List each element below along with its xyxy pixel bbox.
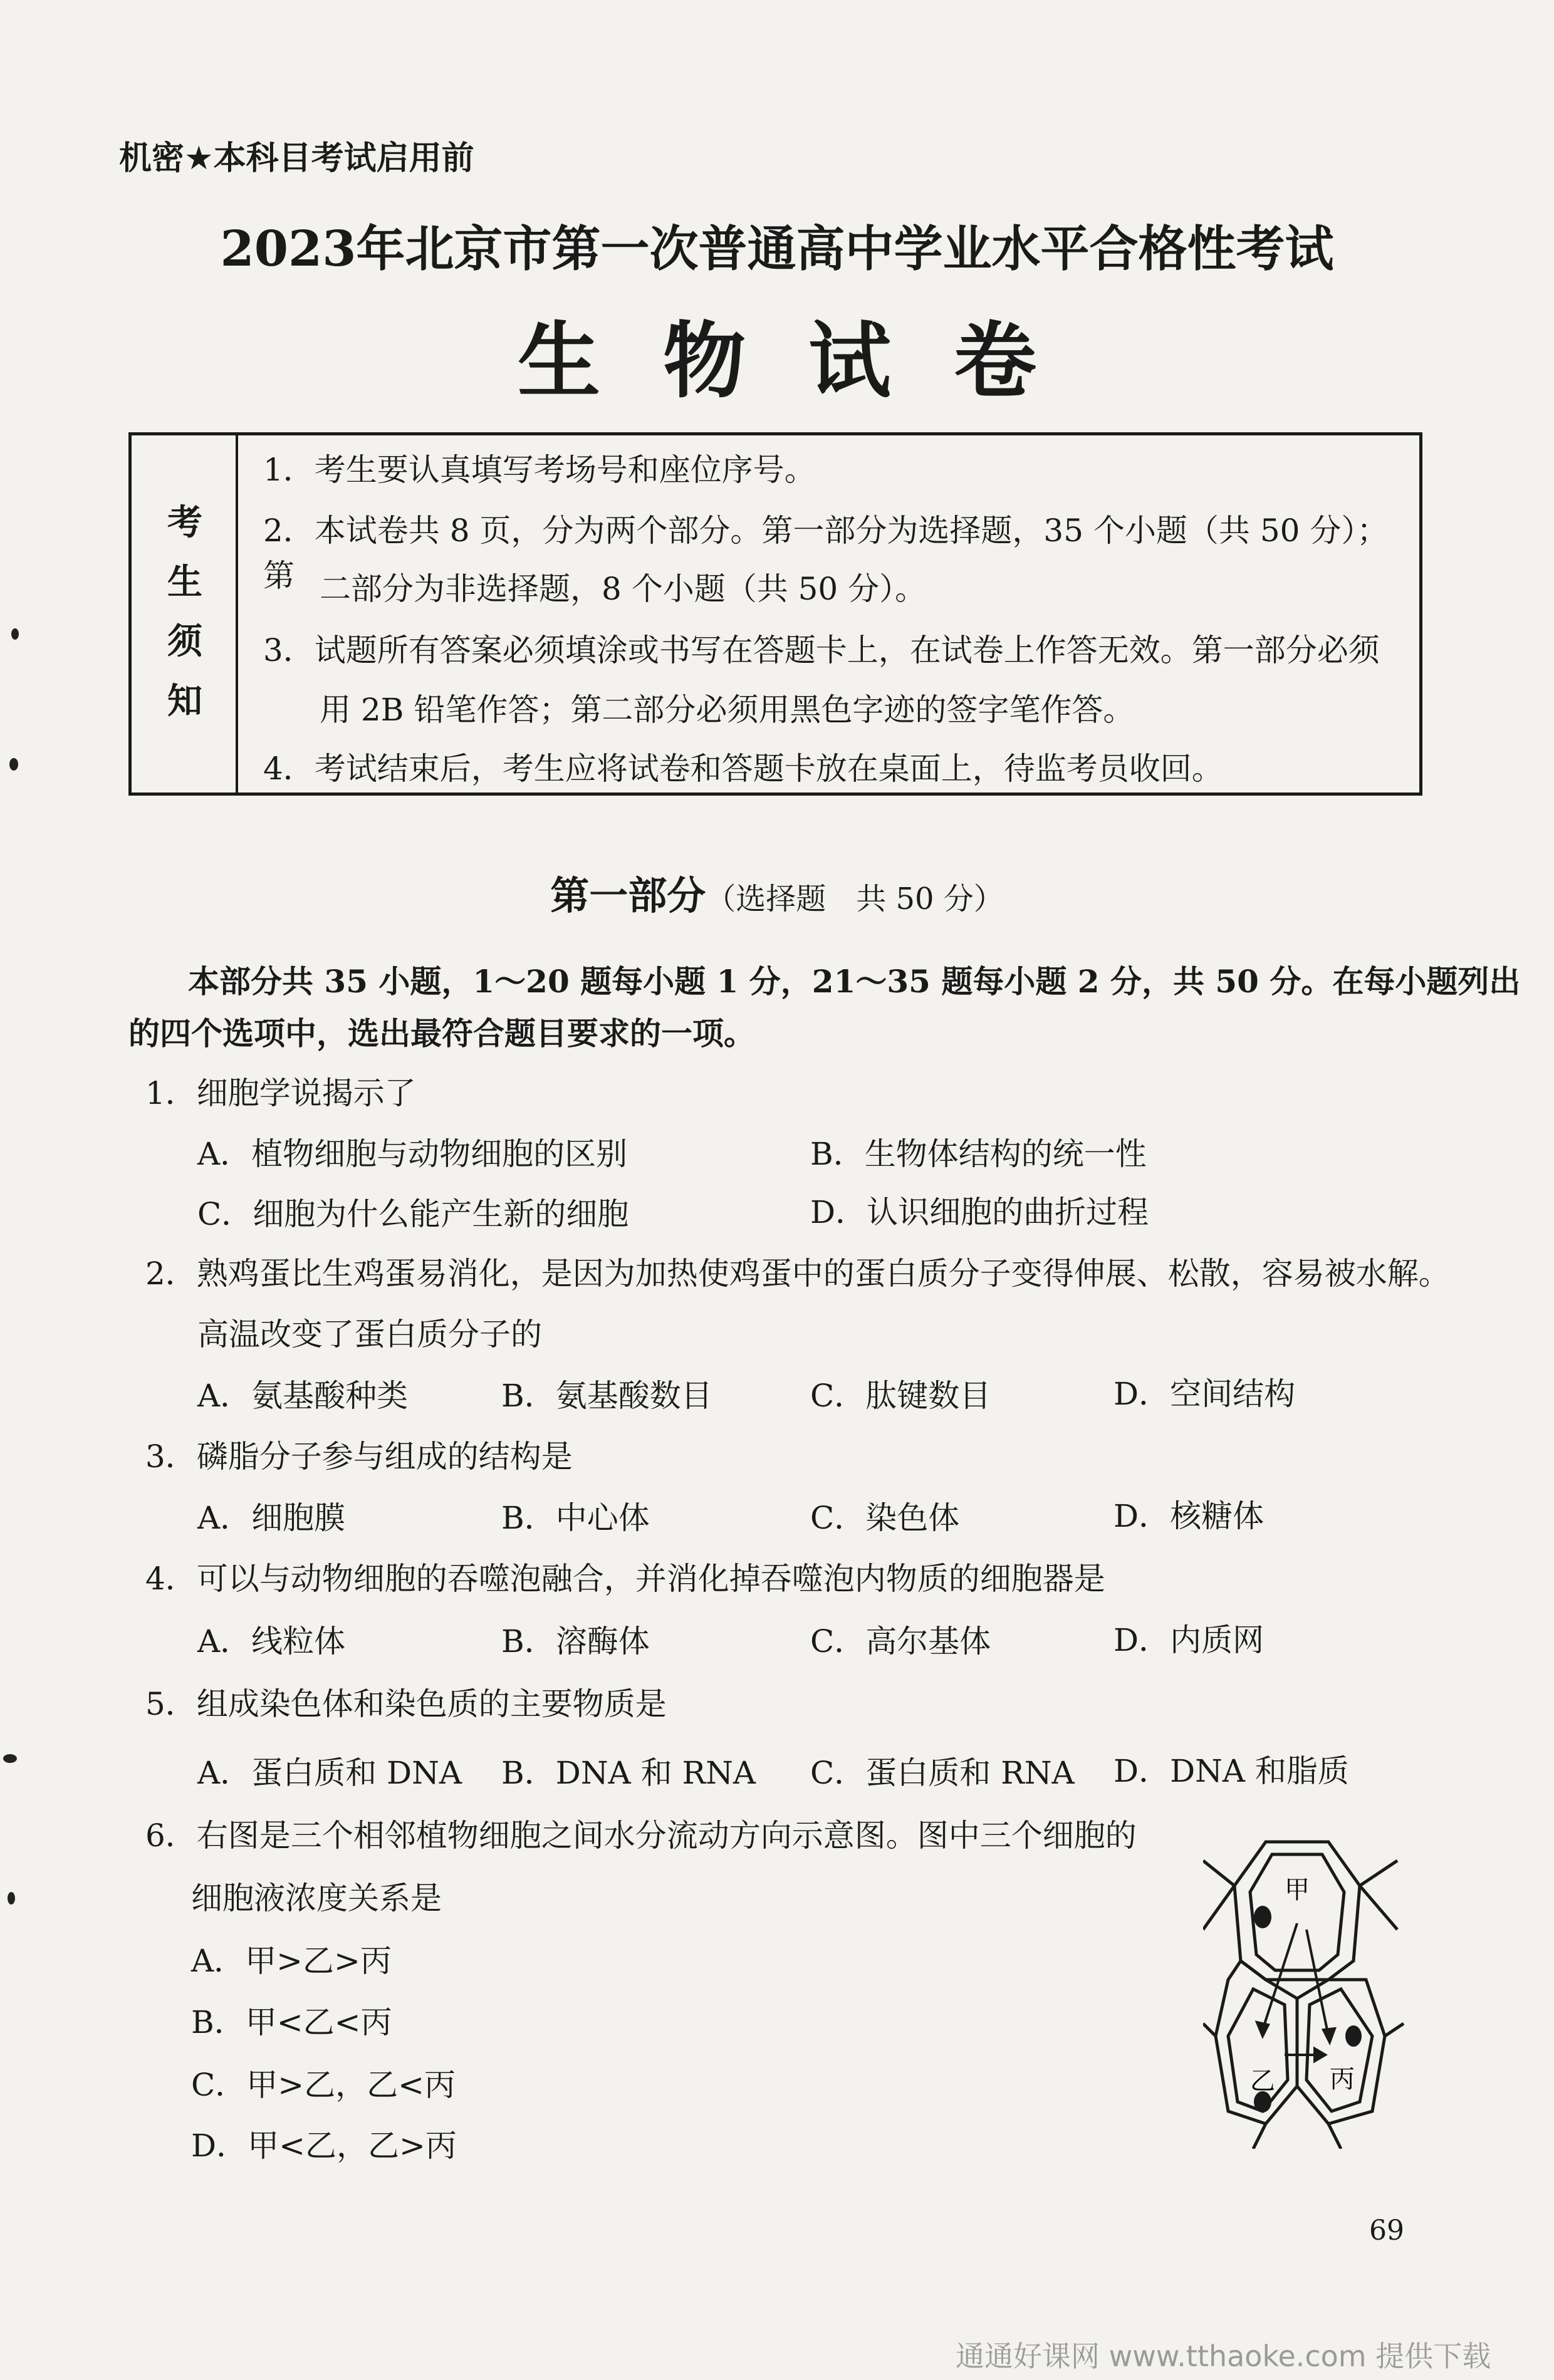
part1-intro: 的四个选项中，选出最符合题目要求的一项。 <box>128 1015 755 1052</box>
exam-title: 2023年北京市第一次普通高中学业水平合格性考试 <box>220 221 1334 278</box>
question-option: D．空间结构 <box>1113 1376 1296 1412</box>
plant-cell-diagram <box>1203 1836 1410 2149</box>
part1-intro: 本部分共 35 小题，1～20 题每小题 1 分，21～35 题每小题 2 分，共 50 分。在每小题列出 <box>188 963 1521 1000</box>
scan-speck <box>3 1754 17 1763</box>
question-stem: 高温改变了蛋白质分子的 <box>197 1316 542 1353</box>
question-stem: 4．可以与动物细胞的吞噬泡融合，并消化掉吞噬泡内物质的细胞器是 <box>145 1561 1105 1597</box>
page-number: 69 <box>1369 2215 1404 2247</box>
confidential-mark: 机密★本科目考试启用前 <box>119 140 474 177</box>
question-option: D．内质网 <box>1113 1622 1265 1658</box>
notice-item: 4．考试结束后，考生应将试卷和答题卡放在桌面上，待监考员收回。 <box>263 751 1223 787</box>
notice-label-char: 考 <box>167 502 202 543</box>
subject-title: 生物试卷 <box>518 313 1099 410</box>
notice-item: 3．试题所有答案必须填涂或书写在答题卡上，在试卷上作答无效。第一部分必须 <box>263 632 1380 668</box>
question-option: B．生物体结构的统一性 <box>810 1136 1147 1172</box>
scan-speck <box>8 1892 15 1905</box>
question-option: D．认识细胞的曲折过程 <box>810 1194 1149 1230</box>
notice-box <box>128 432 1422 796</box>
notice-label-char: 生 <box>167 561 202 603</box>
question-option: D．甲<乙，乙>丙 <box>191 2128 457 2164</box>
notice-item: 1．考生要认真填写考场号和座位序号。 <box>263 452 816 488</box>
nucleus-jia <box>1254 1906 1271 1928</box>
question-stem: 2．熟鸡蛋比生鸡蛋易消化，是因为加热使鸡蛋中的蛋白质分子变得伸展、松散，容易被水解。 <box>145 1255 1450 1292</box>
question-option: C．细胞为什么能产生新的细胞 <box>197 1196 629 1232</box>
nucleus-bing <box>1345 2025 1362 2047</box>
question-option: B．中心体 <box>501 1500 650 1536</box>
question-option: C．肽键数目 <box>810 1378 991 1414</box>
part1-heading <box>0 865 1554 920</box>
question-option: A．甲>乙>丙 <box>191 1943 392 1979</box>
question-stem: 6．右图是三个相邻植物细胞之间水分流动方向示意图。图中三个细胞的 <box>145 1817 1137 1854</box>
question-option: A．细胞膜 <box>197 1500 346 1536</box>
question-option: C．高尔基体 <box>810 1623 991 1660</box>
part1-subtitle: （选择题 共 50 分） <box>706 881 1004 917</box>
question-stem: 细胞液浓度关系是 <box>191 1880 442 1916</box>
notice-item: 用 2B 铅笔作答；第二部分必须用黑色字迹的签字笔作答。 <box>320 692 1135 728</box>
question-option: D．DNA 和脂质 <box>1113 1753 1349 1789</box>
question-option: B．溶酶体 <box>501 1623 650 1660</box>
question-option: B．DNA 和 RNA <box>501 1755 756 1791</box>
question-option: C．甲>乙，乙<丙 <box>191 2067 456 2103</box>
label-yi: 乙 <box>1250 2067 1275 2096</box>
question-option: C．染色体 <box>810 1500 960 1536</box>
part1-title: 第一部分 <box>550 873 706 918</box>
scan-speck <box>9 758 18 771</box>
question-option: A．蛋白质和 DNA <box>197 1755 462 1791</box>
download-watermark: 通通好课网 www.tthaoke.com 提供下载 <box>956 2339 1491 2373</box>
question-stem: 3．磷脂分子参与组成的结构是 <box>145 1438 573 1475</box>
question-option: A．线粒体 <box>197 1623 346 1660</box>
question-option: C．蛋白质和 RNA <box>810 1755 1075 1791</box>
question-option: D．核糖体 <box>1113 1498 1265 1534</box>
notice-label <box>132 435 238 792</box>
question-option: A．植物细胞与动物细胞的区别 <box>197 1136 628 1172</box>
question-option: B．氨基酸数目 <box>501 1378 712 1414</box>
notice-item: 二部分为非选择题，8 个小题（共 50 分）。 <box>320 571 927 607</box>
scan-speck <box>11 628 19 640</box>
label-bing: 丙 <box>1330 2065 1355 2094</box>
question-option: B．甲<乙<丙 <box>191 2004 392 2040</box>
question-option: A．氨基酸种类 <box>197 1378 409 1414</box>
question-stem: 1．细胞学说揭示了 <box>145 1075 416 1111</box>
notice-label-char: 须 <box>167 621 202 662</box>
label-jia: 甲 <box>1285 1876 1310 1905</box>
notice-item: 2．本试卷共 8 页，分为两个部分。第一部分为选择题，35 个小题（共 50 分）；第 <box>263 512 1389 594</box>
question-stem: 5．组成染色体和染色质的主要物质是 <box>145 1686 667 1722</box>
notice-label-char: 知 <box>167 680 202 722</box>
